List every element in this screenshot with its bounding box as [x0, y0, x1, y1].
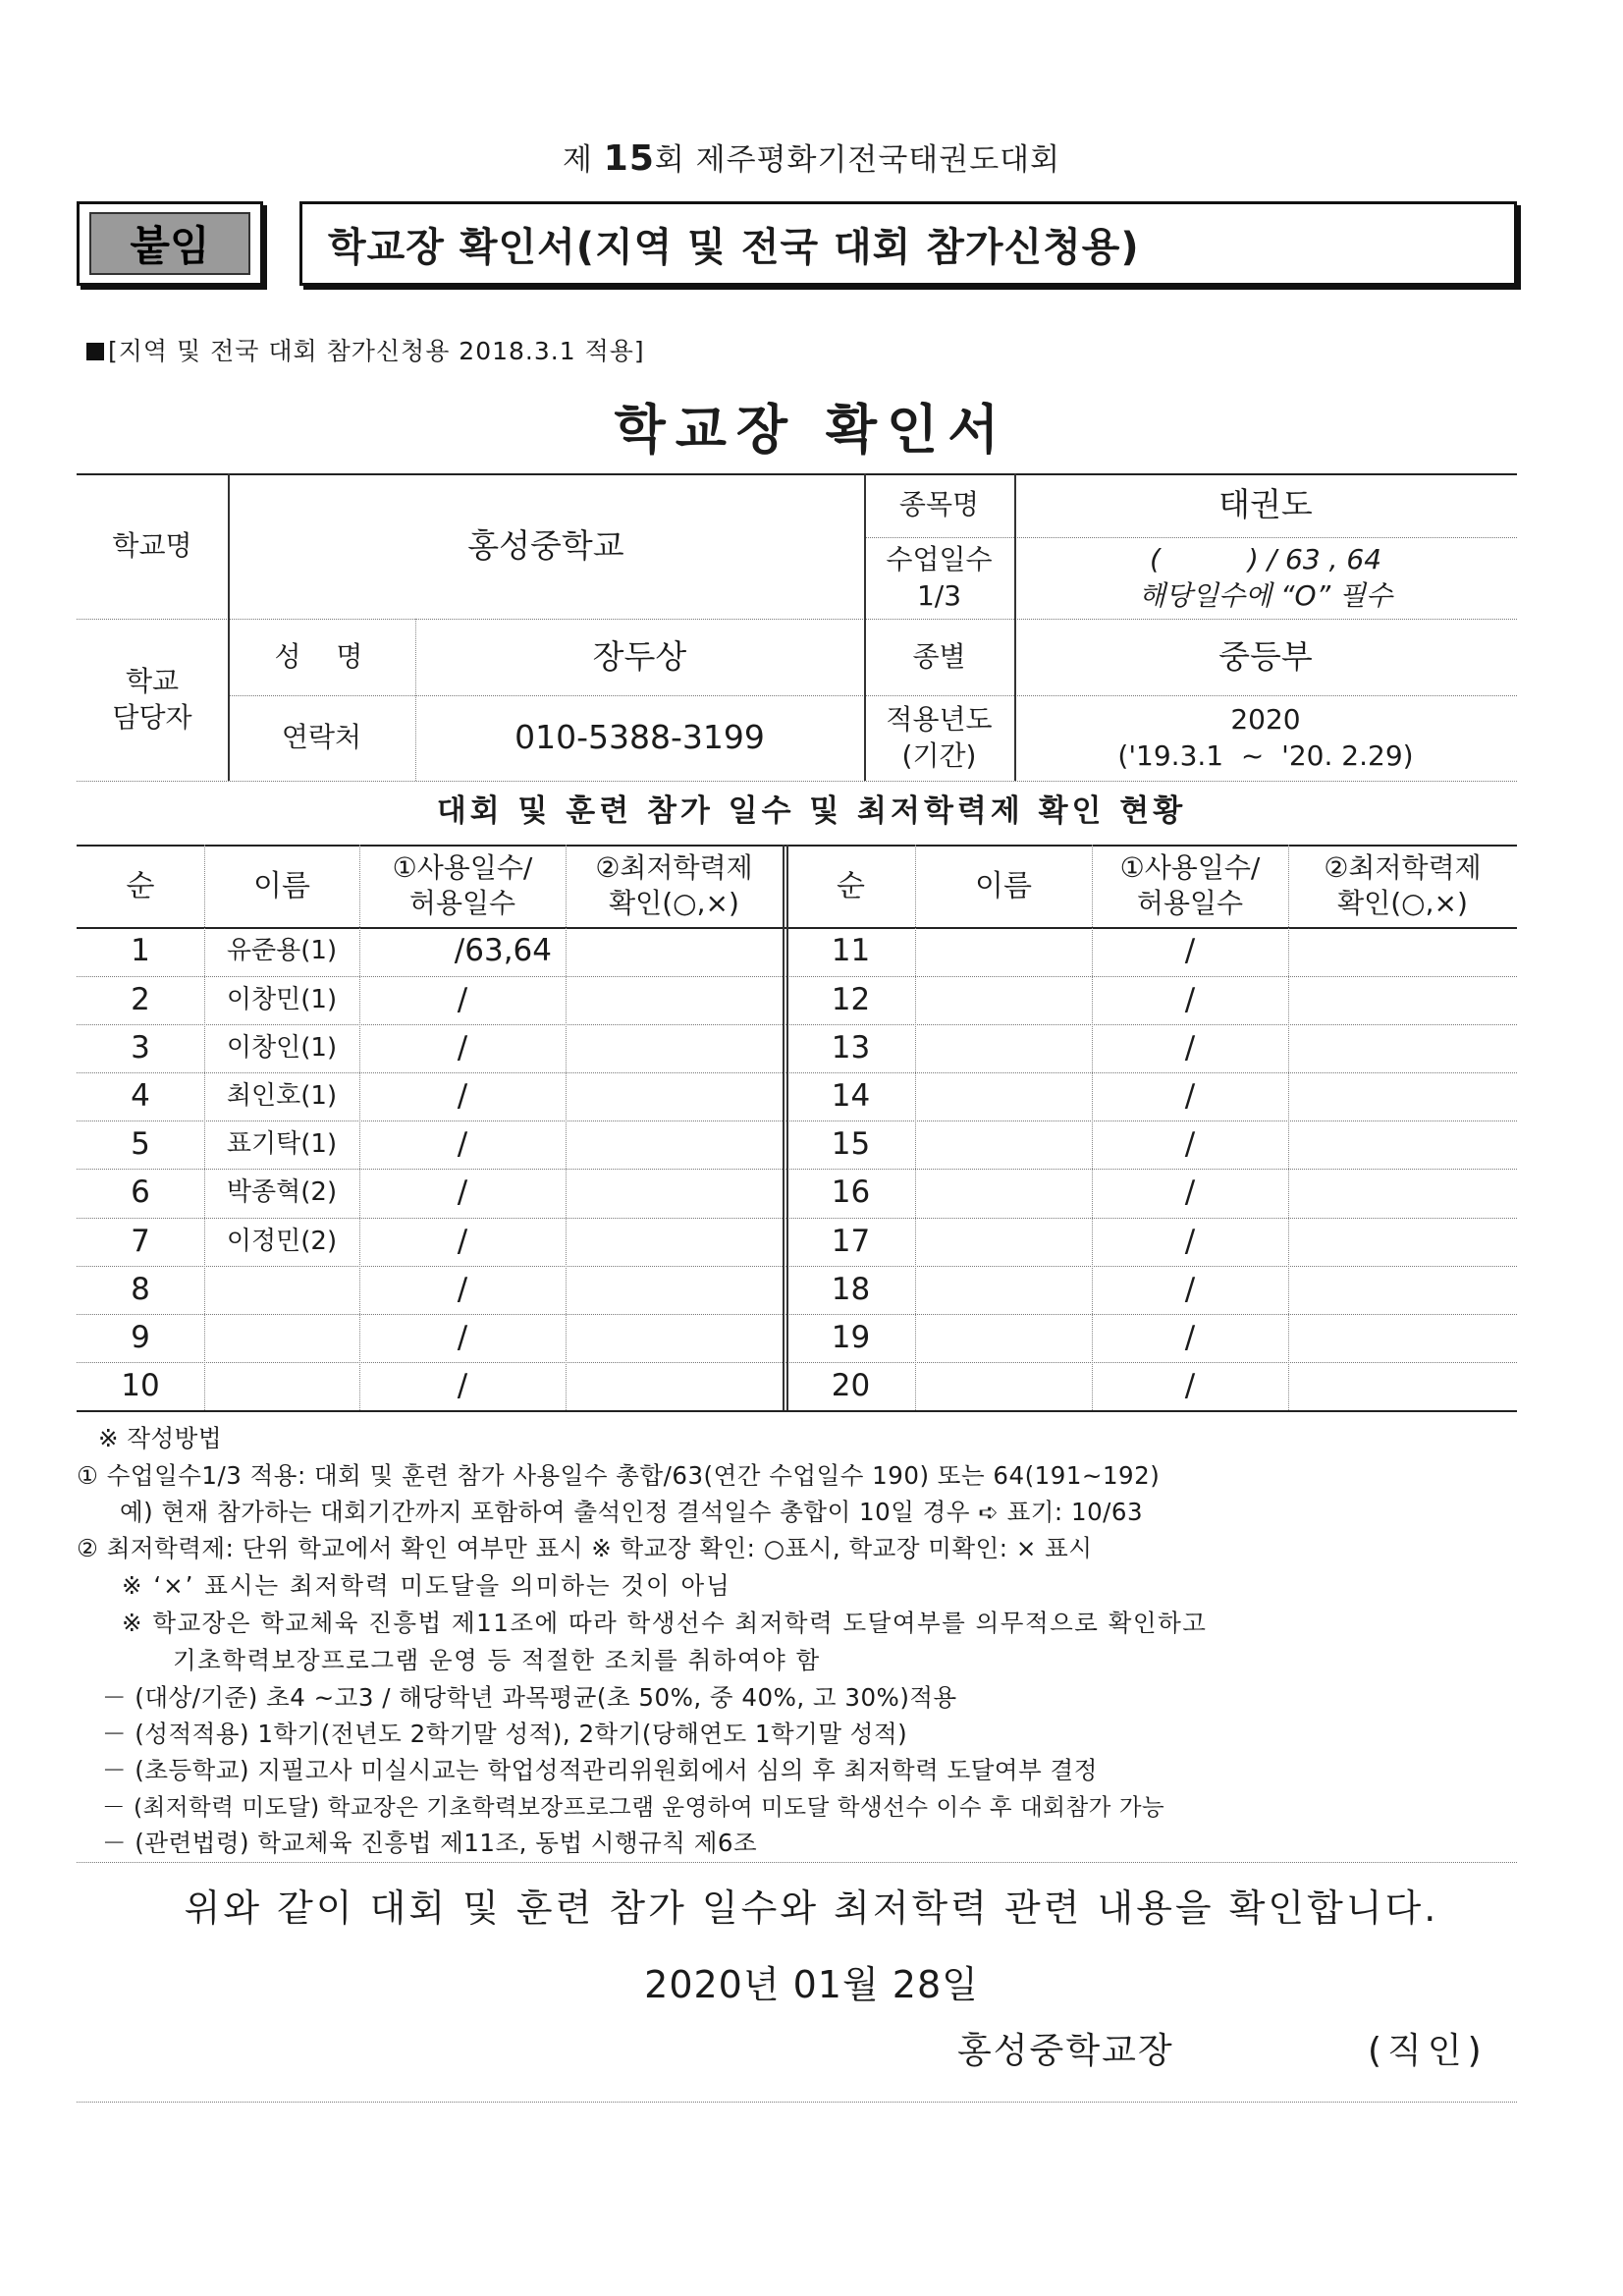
- sport-value: 태권도: [1218, 485, 1313, 524]
- days-used-ratio: /: [1184, 1126, 1196, 1163]
- section-title: 대회 및 훈련 참가 일수 및 최저학력제 확인 현황: [436, 793, 1187, 829]
- row-number: 7: [131, 1224, 150, 1260]
- academic-check: [566, 976, 783, 1024]
- school-label: 학교명: [112, 528, 192, 562]
- attachment-label: 붙임: [89, 212, 250, 275]
- attachment-badge: [77, 201, 263, 286]
- apply-note-text: [지역 및 전국 대회 참가신청용 2018.3.1 적용]: [108, 337, 645, 365]
- header-check: [566, 845, 783, 927]
- division-label: 종별: [912, 639, 966, 673]
- principal-name: 홍성중학교장: [957, 2031, 1174, 2071]
- header-check: [1288, 845, 1517, 927]
- athlete-name: [204, 1314, 359, 1362]
- note-item: － (초등학교) 지필고사 미실시교는 학업성적관리위원회에서 심의 후 최저학력 도달여부 결정: [102, 1756, 1098, 1784]
- days-used-ratio: /: [1184, 1272, 1196, 1308]
- year-value: [1014, 695, 1517, 781]
- athlete-name: 표기탁(1): [226, 1128, 338, 1159]
- header-num: 순: [126, 868, 155, 903]
- header-days-line1: ①사용일수/: [1119, 850, 1261, 884]
- header-days-line1: ①사용일수/: [392, 850, 533, 884]
- academic-check: [566, 1314, 783, 1362]
- row-number: 4: [131, 1078, 150, 1115]
- athlete-name: 최인호(1): [226, 1080, 338, 1111]
- contact-value: 010-5388-3199: [514, 718, 765, 757]
- academic-check: [1288, 1121, 1517, 1169]
- row-number: 8: [131, 1272, 150, 1308]
- row-number: 19: [831, 1320, 871, 1356]
- row-number: 17: [831, 1224, 871, 1260]
- athlete-name: 이창인(1): [226, 1032, 338, 1063]
- athlete-name: 이정민(2): [226, 1226, 338, 1256]
- classdays-note: 해당일수에 “O” 필수: [1138, 578, 1393, 612]
- academic-check: [566, 1218, 783, 1266]
- bottom-divider: [77, 2102, 1517, 2103]
- header-check-line2: 확인(○,×): [1337, 887, 1468, 919]
- row-number: 6: [131, 1175, 150, 1211]
- academic-check: [566, 1024, 783, 1072]
- year-value-text: 2020: [1230, 703, 1301, 737]
- row-number: 10: [121, 1368, 160, 1404]
- manager-label: [77, 619, 228, 781]
- athlete-name: [915, 976, 1092, 1024]
- academic-check: [1288, 1218, 1517, 1266]
- row-number: 1: [131, 933, 150, 969]
- note-item: 기초학력보장프로그램 운영 등 적절한 조치를 취하여야 함: [173, 1646, 821, 1674]
- athlete-name: [915, 1362, 1092, 1410]
- academic-check: [1288, 1362, 1517, 1410]
- athlete-name: [915, 1314, 1092, 1362]
- athlete-name: [915, 1266, 1092, 1314]
- academic-check: [1288, 976, 1517, 1024]
- days-used-ratio: /: [457, 1272, 468, 1308]
- row-number: 3: [131, 1030, 150, 1066]
- classdays-label-sub: 1/3: [916, 578, 962, 612]
- days-used-ratio: /: [457, 1224, 468, 1260]
- classdays-value: [1014, 537, 1517, 619]
- athlete-name: [915, 1072, 1092, 1121]
- header-num: 순: [837, 868, 865, 903]
- event-title: [0, 135, 1623, 179]
- days-used-ratio: /: [1184, 933, 1196, 969]
- academic-check: [566, 1121, 783, 1169]
- header-days: [1092, 845, 1288, 927]
- academic-check: [566, 1266, 783, 1314]
- row-number: 14: [831, 1078, 871, 1115]
- days-used-ratio: /63,64: [454, 933, 552, 969]
- academic-check: [1288, 1024, 1517, 1072]
- header-check-line1: ②최저학력제: [595, 850, 753, 884]
- row-number: 18: [831, 1272, 871, 1308]
- academic-check: [1288, 1266, 1517, 1314]
- days-used-ratio: /: [457, 1175, 468, 1211]
- classdays-value-text: ( ) / 63 , 64: [1149, 543, 1382, 576]
- row-number: 2: [131, 982, 150, 1018]
- athlete-name: 박종혁(2): [226, 1176, 338, 1207]
- note-item: ② 최저학력제: 단위 학교에서 확인 여부만 표시 ※ 학교장 확인: ○표시, 학교장 미확인: × 표시: [77, 1534, 1093, 1562]
- center-border: [783, 845, 784, 1410]
- confirmation-text: 위와 같이 대회 및 훈련 참가 일수와 최저학력 관련 내용을 확인합니다.: [184, 1886, 1439, 1930]
- athlete-name: [915, 1024, 1092, 1072]
- athlete-name: [915, 927, 1092, 975]
- academic-check: [566, 1072, 783, 1121]
- note-item: ① 수업일수1/3 적용: 대회 및 훈련 참가 사용일수 총합/63(연간 수업일수 190) 또는 64(191~192): [77, 1461, 1161, 1490]
- manager-label-line2: 담당자: [112, 700, 192, 734]
- academic-check: [1288, 1072, 1517, 1121]
- athlete-name: [204, 1266, 359, 1314]
- document-title: 학교장 확인서: [614, 399, 1009, 461]
- days-used-ratio: /: [1184, 1368, 1196, 1404]
- year-label-line2: (기간): [901, 738, 977, 772]
- days-used-ratio: /: [1184, 982, 1196, 1018]
- days-used-ratio: /: [1184, 1320, 1196, 1356]
- square-bullet-icon: [86, 343, 104, 360]
- athlete-name: [204, 1362, 359, 1410]
- athlete-name: 이창민(1): [226, 984, 338, 1014]
- academic-check: [566, 1362, 783, 1410]
- header-days-line2: 허용일수: [1136, 887, 1244, 919]
- row-number: 20: [831, 1368, 871, 1404]
- year-label-line1: 적용년도: [886, 703, 993, 737]
- days-used-ratio: /: [457, 1126, 468, 1163]
- note-heading: ※ 작성방법: [98, 1424, 222, 1452]
- days-used-ratio: /: [1184, 1030, 1196, 1066]
- days-used-ratio: /: [1184, 1078, 1196, 1115]
- info-divider: [77, 781, 1517, 782]
- academic-check: [1288, 927, 1517, 975]
- row-number: 16: [831, 1175, 871, 1211]
- row-number: 13: [831, 1030, 871, 1066]
- event-suffix: 회 제주평화기전국태권도대회: [654, 142, 1061, 178]
- contact-label: 연락처: [281, 721, 362, 754]
- days-used-ratio: /: [457, 1368, 468, 1404]
- classdays-label: [864, 537, 1014, 619]
- note-item: － (관련법령) 학교체육 진흥법 제11조, 동법 시행규칙 제6조: [102, 1829, 758, 1857]
- notes-divider: [77, 1862, 1517, 1863]
- academic-check: [1288, 1314, 1517, 1362]
- row-number: 5: [131, 1126, 150, 1163]
- table-bottom-border: [77, 1410, 1517, 1412]
- academic-check: [1288, 1169, 1517, 1217]
- note-item: ※ 학교장은 학교체육 진흥법 제11조에 따라 학생선수 최저학력 도달여부를 의무적으로 확인하고: [122, 1609, 1208, 1637]
- days-used-ratio: /: [457, 1078, 468, 1115]
- manager-label-line1: 학교: [125, 665, 180, 698]
- athlete-name: [915, 1169, 1092, 1217]
- note-item: － (최저학력 미도달) 학교장은 기초학력보장프로그램 운영하여 미도달 학생선수 이수 후 대회참가 가능: [102, 1793, 1165, 1821]
- note-item: － (대상/기준) 초4 ~고3 / 해당학년 과목평균(초 50%, 중 40%, 고 30%)적용: [102, 1683, 957, 1712]
- academic-check: [566, 1169, 783, 1217]
- year-label: [864, 695, 1014, 781]
- header-days: [359, 845, 566, 927]
- row-number: 11: [831, 933, 871, 969]
- athlete-name: [915, 1121, 1092, 1169]
- header-days-line2: 허용일수: [408, 887, 516, 919]
- confirmation-date: 2020년 01월 28일: [644, 1963, 979, 2006]
- days-used-ratio: /: [457, 1030, 468, 1066]
- days-used-ratio: /: [457, 1320, 468, 1356]
- note-item: － (성적적용) 1학기(전년도 2학기말 성적), 2학기(당해연도 1학기말 성적): [102, 1720, 908, 1748]
- official-seal: (직인): [1368, 2031, 1488, 2071]
- name-value: 장두상: [592, 636, 687, 676]
- school-name: 홍성중학교: [467, 525, 624, 565]
- apply-note: [86, 332, 645, 367]
- athlete-name: 유준용(1): [226, 935, 338, 965]
- event-prefix: 제: [562, 142, 593, 178]
- name-label: 성 명: [274, 639, 369, 673]
- row-number: 12: [831, 982, 871, 1018]
- classdays-label-text: 수업일수: [886, 543, 993, 576]
- division-value: 중등부: [1218, 636, 1313, 676]
- days-used-ratio: /: [1184, 1224, 1196, 1260]
- period-value: ('19.3.1 ~ '20. 2.29): [1117, 738, 1414, 772]
- row-number: 9: [131, 1320, 150, 1356]
- athlete-name: [915, 1218, 1092, 1266]
- note-item: 예) 현재 참가하는 대회기간까지 포함하여 출석인정 결석일수 총합이 10일 경우 ➪ 표기: 10/63: [120, 1498, 1144, 1526]
- event-number: 15: [603, 138, 655, 179]
- row-number: 15: [831, 1126, 871, 1163]
- header-name: 이름: [253, 868, 310, 903]
- note-item: ※ ‘×’ 표시는 최저학력 미도달을 의미하는 것이 아님: [122, 1571, 731, 1600]
- sport-label: 종목명: [898, 488, 980, 521]
- header-name: 이름: [975, 868, 1032, 903]
- header-check-line1: ②최저학력제: [1324, 850, 1482, 884]
- days-used-ratio: /: [1184, 1175, 1196, 1211]
- days-used-ratio: /: [457, 982, 468, 1018]
- banner-title: 학교장 확인서(지역 및 전국 대회 참가신청용): [299, 201, 1517, 286]
- academic-check: [566, 927, 783, 975]
- header-check-line2: 확인(○,×): [609, 887, 739, 919]
